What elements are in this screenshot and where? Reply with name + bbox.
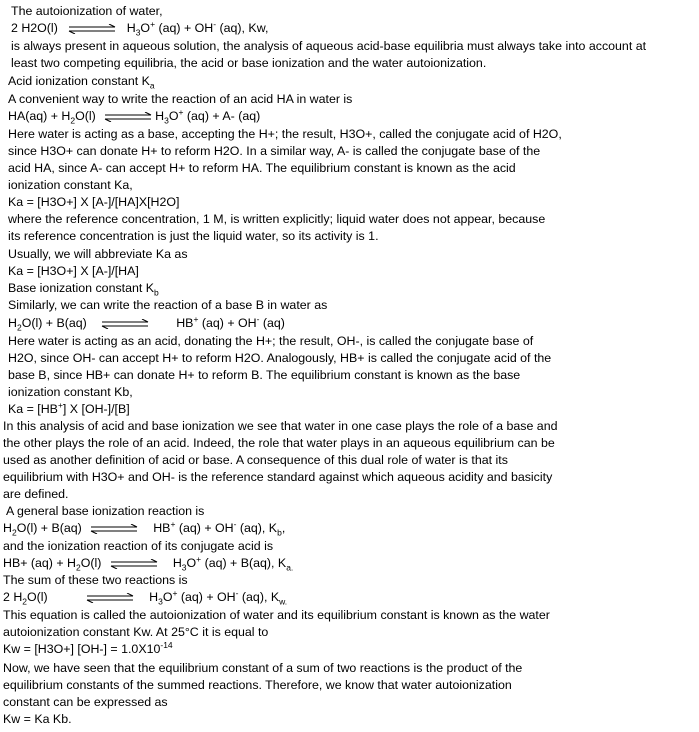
equation-general-base: [3, 520, 285, 537]
text-line: Similarly, we can write the reaction of a base B in water as: [8, 298, 328, 312]
text-line: acid HA, since A- can accept H+ to reform HA. The equilibrium constant is known as the acid: [8, 161, 516, 175]
text-line: The sum of these two reactions is: [3, 573, 188, 587]
eq-text: H: [126, 21, 136, 35]
eq-sub: 3: [135, 27, 141, 38]
text-line: Usually, we will abbreviate Ka as: [8, 247, 188, 261]
text-line: ionization constant Ka,: [8, 178, 133, 192]
eq-sup: +: [170, 518, 176, 529]
heading-sub: b: [154, 287, 159, 298]
text-line: base B, since HB+ can donate H+ to reform B. The equilibrium constant is known as the base: [8, 368, 521, 382]
eq-text: O: [140, 21, 151, 35]
text-line: ionization constant Kb,: [8, 385, 133, 399]
eq-text: HA(aq) + H: [8, 109, 71, 123]
eq-text: (aq) + A- (aq): [183, 109, 261, 123]
equilibrium-arrow-icon: [100, 319, 150, 329]
eq-text: 2 H: [3, 590, 23, 604]
eq-text: O(l) + B(aq): [16, 521, 82, 535]
equation-water-autoionization: [11, 20, 268, 37]
heading-base-ionization: [8, 280, 159, 297]
eq-text: HB+ (aq) + H: [3, 556, 76, 570]
text-line: Now, we have seen that the equilibrium constant of a sum of two reactions is the product of the: [3, 661, 523, 675]
text-line: its reference concentration is just the liquid water, so its activity is 1.: [8, 229, 379, 243]
eq-text: O(l): [75, 109, 96, 123]
eq-sup: +: [172, 587, 178, 598]
eq-text: (aq) + OH: [175, 521, 234, 535]
eq-text: Kw = [H3O+] [OH-] = 1.0X10: [3, 642, 161, 656]
text-line: [3, 641, 173, 658]
eq-sup: +: [57, 399, 63, 410]
text-line: Here water is acting as a base, accepting the H+; the result, H3O+, called the conjugate acid of H2O,: [8, 127, 562, 141]
equation-base-ionization: [8, 315, 285, 332]
text-line: used as another definition of acid or base. A consequence of this dual role of water is that its: [3, 453, 508, 467]
text-line: since H3O+ can donate H+ to reform H2O. In a similar way, A- is called the conjugate base of the: [8, 144, 541, 158]
text-line: H2O, since OH- can accept H+ to reform H2O. Analogously, HB+ is called the conjugate acid of the: [8, 351, 552, 365]
eq-text: ] X [OH-]/[B]: [62, 402, 130, 416]
heading-sub: a: [149, 80, 155, 91]
eq-sub: 2: [70, 115, 76, 126]
equilibrium-arrow-icon: [67, 24, 117, 34]
text-line: where the reference concentration, 1 M, is written explicitly; liquid water does not appear, because: [8, 212, 546, 226]
text-line: Kw = Ka Kb.: [3, 712, 72, 726]
eq-sub: w.: [279, 596, 288, 607]
eq-text: H: [149, 590, 159, 604]
eq-sub: 3: [164, 115, 169, 126]
heading-text: Acid ionization constant K: [8, 74, 150, 88]
text-line: constant can be expressed as: [3, 695, 168, 709]
eq-text: (aq): [259, 316, 285, 330]
text-line: equilibrium with H3O+ and OH- is the reference standard against which aqueous acidity and basicity: [3, 470, 553, 484]
eq-sup: -: [256, 313, 260, 324]
eq-sup: -: [235, 587, 239, 598]
eq-text: ,: [281, 521, 286, 535]
text-line: The autoionization of water,: [11, 4, 163, 18]
text-line: the other plays the role of an acid. Indeed, the role that water plays in an aqueous equilibrium can be: [3, 436, 555, 450]
text-line: Here water is acting as an acid, donating the H+; the result, OH-, is called the conjugate base of: [8, 334, 534, 348]
equilibrium-arrow-icon: [109, 559, 159, 569]
equilibrium-arrow-icon: [89, 524, 139, 534]
text-line: A convenient way to write the reaction of an acid HA in water is: [8, 92, 353, 106]
text-line: In this analysis of acid and base ionization we see that water in one case plays the role of a base and: [3, 419, 558, 433]
eq-text: HB: [176, 316, 194, 330]
text-line: least two competing equilibria, the acid or base ionization and the water autoionization.: [11, 56, 487, 70]
eq-text: (aq) + OH: [177, 590, 236, 604]
eq-sup: +: [150, 18, 156, 29]
equation-sum: [3, 589, 287, 606]
eq-sup: -: [233, 518, 237, 529]
eq-text: O(l) + B(aq): [21, 316, 87, 330]
eq-text: O: [162, 590, 173, 604]
eq-sub: 2: [22, 596, 28, 607]
text-line: [8, 401, 130, 418]
eq-sup: -: [213, 18, 217, 29]
eq-left: 2 H2O(l): [11, 21, 58, 35]
eq-text: (aq) + B(aq), K: [201, 556, 287, 570]
eq-sub: 2: [16, 322, 22, 333]
eq-text: (aq), K: [236, 521, 278, 535]
eq-text: (aq) + OH: [155, 21, 214, 35]
eq-sub: 2: [11, 527, 17, 538]
eq-sub: a.: [286, 562, 294, 573]
eq-sup: +: [196, 553, 202, 564]
eq-text: HB: [153, 521, 171, 535]
equation-conjugate-acid: [3, 555, 293, 572]
eq-text: O: [168, 109, 179, 123]
eq-text: H: [155, 109, 165, 123]
eq-text: O(l): [27, 590, 48, 604]
eq-sup: -14: [160, 639, 173, 650]
eq-text: (aq), Kw,: [216, 21, 269, 35]
eq-sub: b: [277, 527, 282, 538]
eq-text: H: [8, 316, 17, 330]
eq-sup: +: [193, 313, 199, 324]
text-line: equilibrium constants of the summed reactions. Therefore, we know that water autoionization: [3, 678, 512, 692]
eq-text: (aq), K: [238, 590, 280, 604]
eq-sup: +: [178, 106, 184, 117]
text-line: and the ionization reaction of its conjugate acid is: [3, 539, 274, 553]
text-line: A general base ionization reaction is: [6, 504, 205, 518]
heading-text: Base ionization constant K: [8, 281, 155, 295]
text-line: Ka = [H3O+] X [A-]/[HA]: [8, 264, 139, 278]
heading-acid-ionization: [8, 73, 155, 90]
eq-sub: 2: [76, 562, 81, 573]
equation-acid-ionization: [8, 108, 260, 125]
text-line: Ka = [H3O+] X [A-]/[HA]X[H2O]: [8, 195, 180, 209]
text-line: is always present in aqueous solution, the analysis of aqueous acid-base equilibria must always take into account at: [11, 39, 647, 53]
equilibrium-arrow-icon: [103, 112, 153, 122]
eq-sub: 3: [181, 562, 187, 573]
eq-text: H: [3, 521, 12, 535]
eq-text: O(l): [80, 556, 102, 570]
eq-text: O: [186, 556, 197, 570]
eq-text: (aq) + OH: [198, 316, 257, 330]
eq-sub: 3: [158, 596, 163, 607]
text-line: This equation is called the autoionization of water and its equilibrium constant is known as the water: [3, 608, 550, 622]
eq-text: H: [172, 556, 182, 570]
eq-text: Ka = [HB: [8, 402, 58, 416]
text-line: are defined.: [3, 487, 69, 501]
text-line: autoionization constant Kw. At 25°C it is equal to: [3, 625, 269, 639]
equilibrium-arrow-icon: [85, 593, 135, 603]
